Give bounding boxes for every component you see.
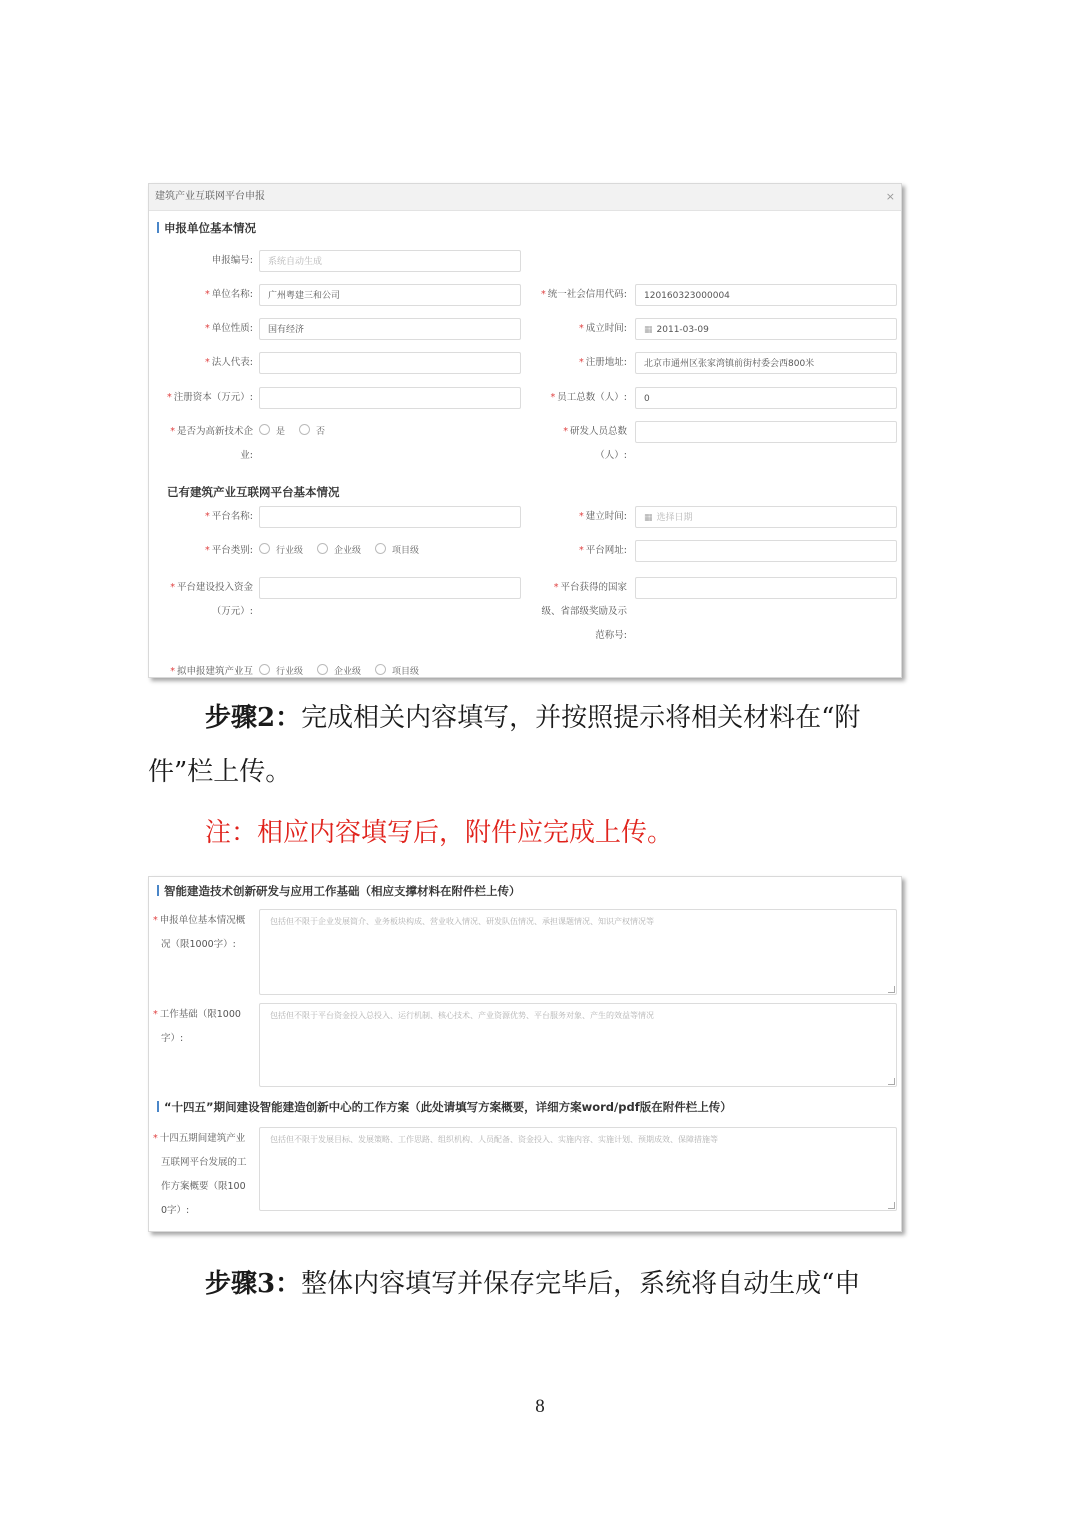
platform-award-label: * 平台获得的国家: [553, 582, 627, 593]
staff-total-label: * 员工总数（人）:: [550, 392, 627, 403]
rd-staff-input[interactable]: [635, 421, 897, 443]
platform-application-form-screenshot: [148, 183, 902, 678]
credit-code-input[interactable]: 120160323000004: [635, 284, 897, 306]
resize-grip-icon[interactable]: [888, 1078, 895, 1085]
calendar-icon: ▦: [644, 325, 653, 335]
section-title-14th-plan: “十四五”期间建设智能建造创新中心的工作方案（此处请填写方案概要，详细方案word/pdf版在附件栏上传）: [157, 1099, 732, 1115]
plan-summary-textarea[interactable]: 包括但不限于发展目标、发展策略、工作思路、组织机构、人员配备、资金投入、实施内容、实施计划、预期成效、保障措施等: [259, 1127, 897, 1211]
rd-staff-label-cont: （人）:: [595, 450, 627, 461]
section-title-unit-basic: 申报单位基本情况: [157, 220, 256, 236]
platform-url-label: * 平台网址:: [579, 545, 627, 556]
plan-summary-label-cont3: 0字）:: [161, 1205, 190, 1216]
category-industry-radio[interactable]: 行业级: [259, 541, 303, 561]
page-number: 8: [535, 1396, 545, 1417]
calendar-icon: ▦: [644, 513, 653, 523]
reg-capital-label: * 注册资本（万元）:: [167, 392, 253, 403]
category-project-radio[interactable]: 项目级: [375, 541, 419, 561]
platform-name-label: * 平台名称:: [205, 511, 253, 522]
step3-line1: 步骤3：整体内容填写并保存完毕后，系统将自动生成“申: [205, 1269, 861, 1299]
work-basis-form-screenshot: [148, 876, 902, 1232]
basic-info-label-cont: 况（限1000字）:: [161, 939, 236, 950]
plan-industry-radio[interactable]: 行业级: [259, 662, 303, 678]
apply-no-label: 申报编号:: [211, 255, 253, 266]
category-enterprise-radio[interactable]: 企业级: [317, 541, 361, 561]
reg-addr-label: * 注册地址:: [579, 357, 627, 368]
plan-enterprise-radio[interactable]: 企业级: [317, 662, 361, 678]
apply-no-input[interactable]: 系统自动生成: [259, 250, 521, 272]
platform-award-input[interactable]: [635, 577, 897, 599]
platform-award-label-cont: 级、省部级奖励及示: [541, 606, 627, 617]
reg-capital-input[interactable]: [259, 387, 521, 409]
plan-summary-label-cont: 互联网平台发展的工: [161, 1157, 247, 1168]
platform-award-label-cont2: 范称号:: [595, 630, 627, 641]
platform-invest-input[interactable]: [259, 577, 521, 599]
platform-invest-label-cont: （万元）:: [211, 606, 253, 617]
section-title-platform-basic: 已有建筑产业互联网平台基本情况: [167, 485, 340, 499]
unit-name-input[interactable]: 广州粤建三和公司: [259, 284, 521, 306]
hightech-label-cont: 业:: [240, 450, 253, 461]
platform-name-input[interactable]: [259, 506, 521, 528]
section-title-tech-basis: 智能建造技术创新研发与应用工作基础（相应支撑材料在附件栏上传）: [157, 883, 521, 899]
hightech-label: * 是否为高新技术企: [170, 426, 253, 437]
rd-staff-label: * 研发人员总数: [563, 426, 627, 437]
build-time-label: * 建立时间:: [579, 511, 627, 522]
build-time-input[interactable]: ▦ 选择日期: [635, 506, 897, 528]
resize-grip-icon[interactable]: [888, 986, 895, 993]
credit-code-label: * 统一社会信用代码:: [541, 289, 627, 300]
unit-type-label: * 单位性质:: [205, 323, 253, 334]
plan-platform-label: * 拟申报建筑产业互: [170, 666, 253, 677]
window-title: 建筑产业互联网平台申报: [155, 191, 265, 202]
plan-summary-label-cont2: 作方案概要（限100: [161, 1181, 246, 1192]
basic-info-label: * 申报单位基本情况概: [153, 915, 246, 926]
work-basis-label: * 工作基础（限1000: [153, 1009, 241, 1020]
found-time-input[interactable]: ▦ 2011-03-09: [635, 318, 897, 340]
unit-name-label: * 单位名称:: [205, 289, 253, 300]
step2-line1: 步骤2：完成相关内容填写，并按照提示将相关材料在“附: [205, 703, 861, 733]
plan-summary-label: * 十四五期间建筑产业: [153, 1133, 246, 1144]
legal-rep-label: * 法人代表:: [205, 357, 253, 368]
platform-invest-label: * 平台建设投入资金: [170, 582, 253, 593]
work-basis-textarea[interactable]: 包括但不限于平台资金投入总投入、运行机制、核心技术、产业资源优势、平台服务对象、产生的效益等情况: [259, 1003, 897, 1087]
resize-grip-icon[interactable]: [888, 1202, 895, 1209]
staff-total-input[interactable]: 0: [635, 387, 897, 409]
platform-category-label: * 平台类别:: [205, 545, 253, 556]
work-basis-label-cont: 字）:: [161, 1033, 184, 1044]
platform-url-input[interactable]: [635, 540, 897, 562]
close-icon[interactable]: ×: [885, 190, 895, 203]
step2-line2: 件”栏上传。: [148, 757, 292, 787]
note-text: 注：相应内容填写后，附件应完成上传。: [205, 818, 674, 848]
hightech-yes-radio[interactable]: 是: [259, 422, 285, 442]
reg-addr-input[interactable]: 北京市通州区张家湾镇前街村委会西800米: [635, 352, 897, 374]
window-title-bar: [149, 184, 901, 211]
hightech-no-radio[interactable]: 否: [299, 422, 325, 442]
legal-rep-input[interactable]: [259, 352, 521, 374]
basic-info-textarea[interactable]: 包括但不限于企业发展简介、业务板块构成、营业收入情况、研发队伍情况、承担课题情况、知识产权情况等: [259, 909, 897, 995]
plan-project-radio[interactable]: 项目级: [375, 662, 419, 678]
unit-type-select[interactable]: 国有经济: [259, 318, 521, 340]
found-time-label: * 成立时间:: [579, 323, 627, 334]
